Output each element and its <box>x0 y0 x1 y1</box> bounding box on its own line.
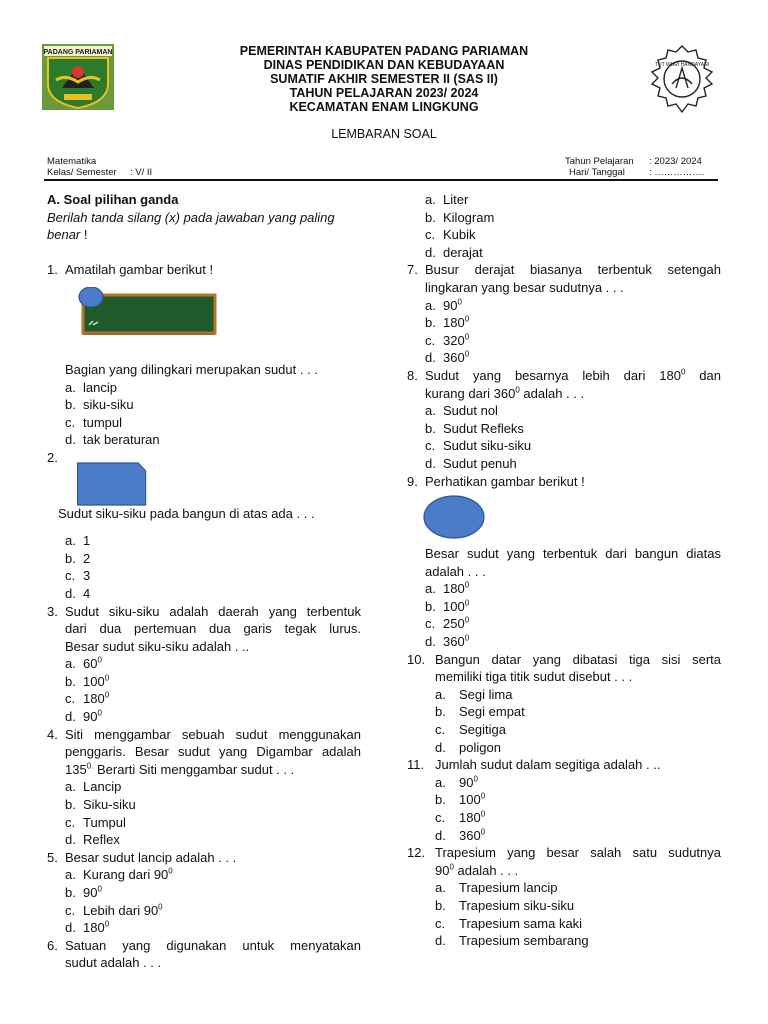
q4-option-c[interactable]: c. Tumpul <box>65 814 126 830</box>
question-7-line-2: lingkaran yang besar sudutnya . . . <box>425 279 624 295</box>
q1-option-b[interactable]: b. siku-siku <box>65 397 134 413</box>
question-5: 5. Besar sudut lancip adalah . . . <box>47 849 237 865</box>
question-8-line-2: kurang dari $360^0$ adalah . . . <box>425 385 585 401</box>
q5-option-a[interactable]: a. Kurang dari $90^0$ <box>65 867 173 883</box>
q12-option-b[interactable]: b. Trapesium siku-siku <box>435 897 575 913</box>
question-10-line-2: memiliki tiga titik sudut disebut . . . <box>435 669 633 685</box>
header-line-5: KECAMATAN ENAM LINGKUNG <box>289 100 479 114</box>
q3-option-c[interactable]: c. $180^0$ <box>65 691 110 707</box>
header-line-1: PEMERINTAH KABUPATEN PADANG PARIAMAN <box>239 44 529 58</box>
q2-option-b[interactable]: b. 2 <box>65 550 91 566</box>
q2-option-d[interactable]: d. 4 <box>65 585 91 601</box>
instruction-word: benar <box>47 227 81 243</box>
q6-option-d[interactable]: d. derajat <box>425 244 483 260</box>
q6-option-c[interactable]: c. Kubik <box>425 227 476 243</box>
question-11: 11. Jumlah sudut dalam segitiga adalah . .. <box>407 757 661 773</box>
instruction-line-2 <box>47 226 361 244</box>
header-line-4: TAHUN PELAJARAN 2023/ 2024 <box>289 86 479 100</box>
q2-option-a[interactable]: a. 1 <box>65 533 91 549</box>
q9-option-c[interactable]: c. $250^0$ <box>425 616 470 632</box>
instruction-end: ! <box>80 227 88 243</box>
q10-option-a[interactable]: a. Segi lima <box>435 686 513 702</box>
q2-option-c[interactable]: c. 3 <box>65 568 91 584</box>
q10-option-b[interactable]: b. Segi empat <box>435 704 525 720</box>
q3-option-b[interactable]: b. $100^0$ <box>65 673 110 689</box>
section-title: A. Soal pilihan ganda <box>47 192 179 207</box>
question-6-line-1: 6. Satuan yang digunakan untuk menyatakan <box>47 937 361 953</box>
q11-option-a[interactable]: a. $90^0$ <box>435 774 478 790</box>
question-12-line-2: $90^0$ adalah . . . <box>435 862 519 878</box>
q6-option-b[interactable]: b. Kilogram <box>425 209 495 225</box>
question-4-line-3: $135^{0.}$ Berarti Siti menggambar sudut . . . <box>65 761 295 777</box>
question-6-line-2: sudut adalah . . . <box>65 955 162 971</box>
q5-option-b[interactable]: b. $90^0$ <box>65 884 102 900</box>
q10-option-c[interactable]: c. Segitiga <box>435 722 506 738</box>
left-logo-text: PADANG PARIAMAN <box>43 49 113 56</box>
q12-option-d[interactable]: d. Trapesium sembarang <box>435 933 589 949</box>
question-1-text: Amatilah gambar berikut ! <box>65 262 214 278</box>
q7-option-a[interactable]: a. $90^0$ <box>425 297 462 313</box>
q11-option-c[interactable]: c. $180^0$ <box>435 809 486 825</box>
pentagon-figure <box>63 461 153 507</box>
q7-option-c[interactable]: c. $320^0$ <box>425 332 470 348</box>
q4-option-a[interactable]: a. Lancip <box>65 779 122 795</box>
q7-option-b[interactable]: b. $180^0$ <box>425 314 470 331</box>
question-2-number: 2. <box>47 449 58 465</box>
class-value: : V/ II <box>130 167 153 178</box>
q12-option-c[interactable]: c. Trapesium sama kaki <box>435 915 583 931</box>
question-2-text: Sudut siku-siku pada bangun di atas ada . . . <box>58 505 315 521</box>
q6-option-a[interactable]: a. Liter <box>425 192 469 207</box>
question-8-line-1: 8. Sudut yang besarnya lebih dari $180^0$ dan <box>407 367 721 383</box>
subject-label: Matematika <box>47 156 97 167</box>
date-value: : ……………. <box>649 167 705 178</box>
question-4-line-2: penggaris. Besar sudut yang Digambar adalah <box>65 744 361 760</box>
question-3-line-1: 3. Sudut siku-siku adalah daerah yang terbentuk <box>47 603 361 619</box>
q11-option-d[interactable]: d. $360^0$ <box>435 827 486 843</box>
q5-option-c[interactable]: c. Lebih dari $90^0$ <box>65 902 163 918</box>
q8-option-b[interactable]: b. Sudut Refleks <box>425 420 524 436</box>
question-1-number: 1. <box>47 262 58 278</box>
q1-option-a[interactable]: a. lancip <box>65 379 117 395</box>
question-9-line-1: Besar sudut yang terbentuk dari bangun diatas <box>425 546 721 562</box>
header-line-3: SUMATIF AKHIR SEMESTER II (SAS II) <box>270 72 498 86</box>
instruction-line-1: Berilah tanda silang (x) pada jawaban yang paling <box>47 209 335 225</box>
right-column <box>407 191 721 950</box>
header-line-2: DINAS PENDIDIKAN DAN KEBUDAYAAN <box>263 58 505 72</box>
q4-option-d[interactable]: d. Reflex <box>65 832 120 848</box>
question-1-prompt: Bagian yang dilingkari merupakan sudut . . . <box>65 361 318 377</box>
date-label: Hari/ Tanggal <box>569 167 625 178</box>
q9-option-b[interactable]: b. $100^0$ <box>425 598 470 614</box>
q3-option-a[interactable]: a. $60^0$ <box>65 655 102 672</box>
question-1 <box>47 261 361 279</box>
q8-option-d[interactable]: d. Sudut penuh <box>425 455 517 471</box>
right-logo-text: TUT WURI HANDAYANI <box>654 62 710 68</box>
year-label: Tahun Pelajaran <box>565 156 634 167</box>
q9-option-d[interactable]: d. $360^0$ <box>425 633 470 650</box>
year-value: : 2023/ 2024 <box>649 156 702 167</box>
q11-option-b[interactable]: b. $100^0$ <box>435 792 486 808</box>
question-7-line-1: 7. Busur derajat biasanya terbentuk setengah <box>407 262 721 278</box>
class-label: Kelas/ Semester <box>47 167 117 178</box>
question-3-line-3: Besar sudut siku-siku adalah . .. <box>65 638 250 654</box>
header-divider <box>44 179 718 181</box>
q3-option-d[interactable]: d. $90^0$ <box>65 708 102 725</box>
question-9-line-2: adalah . . . <box>425 563 486 579</box>
q4-option-b[interactable]: b. Siku-siku <box>65 797 136 813</box>
tut-wuri-handayani-logo <box>640 42 724 118</box>
q12-option-a[interactable]: a. Trapesium lancip <box>435 880 558 896</box>
sheet-title: LEMBARAN SOAL <box>331 127 437 141</box>
question-9: 9. Perhatikan gambar berikut ! <box>407 473 585 489</box>
question-12-line-1: 12. Trapesium yang besar salah satu sudutnya <box>407 845 721 861</box>
q5-option-d[interactable]: d. $180^0$ <box>65 919 110 936</box>
left-column <box>47 191 361 972</box>
q10-option-d[interactable]: d. poligon <box>435 739 501 755</box>
q8-option-a[interactable]: a. Sudut nol <box>425 403 498 419</box>
q8-option-c[interactable]: c. Sudut siku-siku <box>425 438 532 454</box>
q9-option-a[interactable]: a. $180^0$ <box>425 580 470 597</box>
q7-option-d[interactable]: d. $360^0$ <box>425 350 470 366</box>
blackboard-figure <box>63 287 263 349</box>
question-4-line-1: 4. Siti menggambar sebuah sudut menggunakan <box>47 726 361 742</box>
oval-figure <box>421 495 501 541</box>
q1-option-d[interactable]: d. tak beraturan <box>65 432 160 448</box>
question-10-line-1: 10. Bangun datar yang dibatasi tiga sisi serta <box>407 651 721 667</box>
q1-option-c[interactable]: c. tumpul <box>65 414 123 430</box>
question-3-line-2: dari dua pertemuan dua garis tegak lurus. <box>65 621 361 637</box>
